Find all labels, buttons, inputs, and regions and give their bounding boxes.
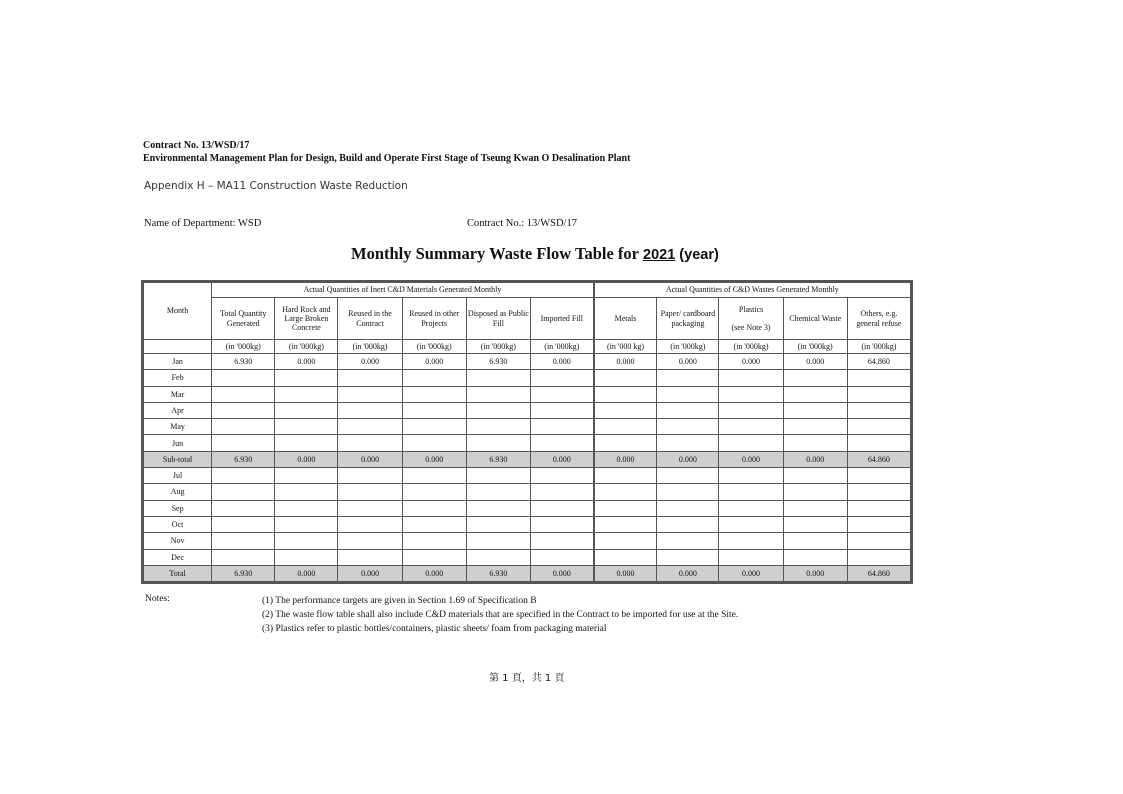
- col-plastics-label: Plastics: [738, 304, 764, 314]
- col-metals: Metals: [594, 298, 657, 340]
- value-cell: [338, 435, 402, 451]
- value-cell: 0.000: [402, 354, 466, 370]
- value-cell: 0.000: [719, 565, 783, 581]
- value-cell: [719, 516, 783, 532]
- value-cell: 0.000: [783, 451, 847, 467]
- value-cell: [338, 419, 402, 435]
- value-cell: 0.000: [783, 354, 847, 370]
- value-cell: [657, 533, 719, 549]
- value-cell: 0.000: [657, 354, 719, 370]
- value-cell: [847, 500, 910, 516]
- col-reused-other: Reused in other Projects: [402, 298, 466, 340]
- month-cell: Dec: [144, 549, 212, 565]
- value-cell: [594, 386, 657, 402]
- value-cell: [402, 402, 466, 418]
- table-row: [144, 386, 911, 402]
- value-cell: [466, 402, 530, 418]
- col-imported-fill: Imported Fill: [530, 298, 593, 340]
- unit-cell: (in '000kg): [212, 340, 275, 354]
- value-cell: 0.000: [402, 451, 466, 467]
- table-title-text: Monthly Summary Waste Flow Table for: [351, 244, 640, 263]
- value-cell: [847, 516, 910, 532]
- table-row: [144, 500, 911, 516]
- value-cell: [212, 549, 275, 565]
- group-header-row: [144, 283, 911, 298]
- value-cell: [338, 516, 402, 532]
- value-cell: [594, 484, 657, 500]
- col-chemical: Chemical Waste: [783, 298, 847, 340]
- value-cell: [212, 435, 275, 451]
- value-cell: [719, 500, 783, 516]
- value-cell: [847, 402, 910, 418]
- value-cell: [594, 435, 657, 451]
- value-cell: [847, 386, 910, 402]
- value-cell: 0.000: [275, 451, 338, 467]
- value-cell: 0.000: [402, 565, 466, 581]
- value-cell: [466, 549, 530, 565]
- col-plastics-note: (see Note 3): [731, 323, 771, 332]
- value-cell: 64.860: [847, 565, 910, 581]
- value-cell: [402, 549, 466, 565]
- unit-cell: (in '000kg): [338, 340, 402, 354]
- value-cell: 6.930: [466, 565, 530, 581]
- value-cell: [212, 386, 275, 402]
- month-cell: Aug: [144, 484, 212, 500]
- value-cell: [783, 500, 847, 516]
- value-cell: [530, 500, 593, 516]
- value-cell: [466, 386, 530, 402]
- value-cell: 0.000: [275, 565, 338, 581]
- value-cell: [783, 370, 847, 386]
- value-cell: [719, 533, 783, 549]
- value-cell: [275, 402, 338, 418]
- value-cell: [657, 549, 719, 565]
- value-cell: [402, 370, 466, 386]
- unit-cell: (in '000kg): [719, 340, 783, 354]
- value-cell: [275, 468, 338, 484]
- col-public-fill: Disposed as Public Fill: [466, 298, 530, 340]
- waste-flow-table: [143, 282, 911, 582]
- col-paper: Paper/ cardboard packaging: [657, 298, 719, 340]
- units-row: [144, 340, 911, 354]
- value-cell: [719, 419, 783, 435]
- contract-number: Contract No.: 13/WSD/17: [467, 218, 577, 229]
- unit-cell: (in '000kg): [657, 340, 719, 354]
- appendix-line: Appendix H – MA11 Construction Waste Reduction: [144, 180, 408, 192]
- value-cell: [338, 549, 402, 565]
- value-cell: [594, 533, 657, 549]
- value-cell: [402, 484, 466, 500]
- value-cell: 6.930: [212, 565, 275, 581]
- value-cell: [847, 370, 910, 386]
- month-cell: Oct: [144, 516, 212, 532]
- value-cell: 0.000: [530, 451, 593, 467]
- value-cell: 6.930: [212, 354, 275, 370]
- value-cell: [212, 468, 275, 484]
- value-cell: [338, 500, 402, 516]
- value-cell: [212, 370, 275, 386]
- value-cell: [338, 370, 402, 386]
- value-cell: [719, 402, 783, 418]
- value-cell: 0.000: [719, 451, 783, 467]
- value-cell: [657, 419, 719, 435]
- value-cell: [275, 516, 338, 532]
- value-cell: [594, 402, 657, 418]
- department-name: Name of Department: WSD: [144, 218, 262, 229]
- notes-list: [262, 594, 738, 636]
- value-cell: [530, 435, 593, 451]
- group-inert-header: Actual Quantities of Inert C&D Materials Generated Monthly: [212, 283, 594, 298]
- value-cell: [212, 402, 275, 418]
- value-cell: [847, 549, 910, 565]
- value-cell: [530, 402, 593, 418]
- month-cell: Total: [144, 565, 212, 581]
- value-cell: [530, 549, 593, 565]
- value-cell: 6.930: [466, 354, 530, 370]
- value-cell: [657, 516, 719, 532]
- value-cell: [530, 386, 593, 402]
- value-cell: [402, 468, 466, 484]
- month-cell: Nov: [144, 533, 212, 549]
- value-cell: [847, 419, 910, 435]
- value-cell: [212, 516, 275, 532]
- table-title-year: [643, 247, 719, 263]
- value-cell: 0.000: [657, 565, 719, 581]
- table-row: [144, 549, 911, 565]
- value-cell: [719, 386, 783, 402]
- value-cell: [594, 468, 657, 484]
- note-item: (1) The performance targets are given in Section 1.69 of Specification B: [262, 596, 537, 606]
- value-cell: [783, 516, 847, 532]
- value-cell: [466, 419, 530, 435]
- value-cell: [783, 468, 847, 484]
- value-cell: [657, 386, 719, 402]
- month-cell: Sub-total: [144, 451, 212, 467]
- value-cell: [466, 500, 530, 516]
- value-cell: [402, 516, 466, 532]
- value-cell: [847, 484, 910, 500]
- group-cd-header: Actual Quantities of C&D Wastes Generated Monthly: [594, 283, 911, 298]
- value-cell: 64.860: [847, 451, 910, 467]
- value-cell: 0.000: [657, 451, 719, 467]
- value-cell: 6.930: [466, 451, 530, 467]
- value-cell: [466, 435, 530, 451]
- unit-cell: (in '000kg): [847, 340, 910, 354]
- value-cell: [338, 402, 402, 418]
- year-value: 2021: [643, 247, 676, 263]
- value-cell: [275, 500, 338, 516]
- col-reused-contract: Reused in the Contract: [338, 298, 402, 340]
- value-cell: [594, 419, 657, 435]
- page-number: 第 1 頁，共 1 頁: [489, 673, 565, 684]
- table-row: [144, 419, 911, 435]
- plan-title-line: Environmental Management Plan for Design, Build and Operate First Stage of Tseung Kwan O Desalination Plant: [143, 153, 631, 164]
- unit-cell: (in '000kg): [402, 340, 466, 354]
- summary-row: [144, 451, 911, 467]
- month-cell: Mar: [144, 386, 212, 402]
- value-cell: [466, 484, 530, 500]
- value-cell: [783, 484, 847, 500]
- table-row: [144, 484, 911, 500]
- value-cell: [594, 370, 657, 386]
- unit-cell: (in '000kg): [275, 340, 338, 354]
- value-cell: [657, 435, 719, 451]
- value-cell: 0.000: [530, 565, 593, 581]
- value-cell: 0.000: [594, 451, 657, 467]
- value-cell: [466, 533, 530, 549]
- value-cell: [402, 435, 466, 451]
- value-cell: [402, 500, 466, 516]
- col-others: Others, e.g. general refuse: [847, 298, 910, 340]
- table-row: [144, 516, 911, 532]
- value-cell: [783, 386, 847, 402]
- value-cell: [275, 419, 338, 435]
- month-cell: Sep: [144, 500, 212, 516]
- value-cell: 6.930: [212, 451, 275, 467]
- value-cell: [719, 370, 783, 386]
- units-month-cell: [144, 340, 212, 354]
- value-cell: [783, 533, 847, 549]
- contract-line: Contract No. 13/WSD/17: [143, 140, 250, 151]
- value-cell: [657, 500, 719, 516]
- value-cell: [275, 370, 338, 386]
- value-cell: [847, 533, 910, 549]
- note-item: (3) Plastics refer to plastic bottles/containers, plastic sheets/ foam from packaging material: [262, 624, 607, 634]
- col-plastics: [719, 298, 783, 340]
- value-cell: [719, 468, 783, 484]
- value-cell: [530, 468, 593, 484]
- value-cell: [338, 386, 402, 402]
- value-cell: [530, 484, 593, 500]
- value-cell: [338, 468, 402, 484]
- value-cell: [212, 500, 275, 516]
- value-cell: 64.860: [847, 354, 910, 370]
- value-cell: [466, 370, 530, 386]
- value-cell: 0.000: [783, 565, 847, 581]
- value-cell: [212, 419, 275, 435]
- value-cell: 0.000: [338, 451, 402, 467]
- month-cell: May: [144, 419, 212, 435]
- value-cell: [783, 435, 847, 451]
- value-cell: [466, 516, 530, 532]
- value-cell: [275, 533, 338, 549]
- value-cell: [657, 484, 719, 500]
- month-cell: Feb: [144, 370, 212, 386]
- value-cell: [783, 549, 847, 565]
- value-cell: [783, 419, 847, 435]
- value-cell: [719, 549, 783, 565]
- value-cell: [530, 419, 593, 435]
- value-cell: [338, 533, 402, 549]
- value-cell: [530, 533, 593, 549]
- unit-cell: (in '000kg): [466, 340, 530, 354]
- value-cell: 0.000: [719, 354, 783, 370]
- value-cell: [847, 435, 910, 451]
- value-cell: [402, 533, 466, 549]
- summary-row: [144, 565, 911, 581]
- year-suffix: (year): [675, 247, 719, 263]
- value-cell: [466, 468, 530, 484]
- value-cell: 0.000: [338, 565, 402, 581]
- value-cell: 0.000: [338, 354, 402, 370]
- value-cell: [657, 402, 719, 418]
- month-cell: Jul: [144, 468, 212, 484]
- value-cell: [657, 468, 719, 484]
- month-header: Month: [144, 283, 212, 340]
- unit-cell: (in '000 kg): [594, 340, 657, 354]
- value-cell: 0.000: [594, 565, 657, 581]
- table-row: [144, 370, 911, 386]
- value-cell: [530, 516, 593, 532]
- value-cell: [719, 435, 783, 451]
- value-cell: [594, 500, 657, 516]
- month-cell: Apr: [144, 402, 212, 418]
- value-cell: [847, 468, 910, 484]
- table-row: [144, 354, 911, 370]
- value-cell: [783, 402, 847, 418]
- value-cell: [275, 386, 338, 402]
- value-cell: [338, 484, 402, 500]
- value-cell: 0.000: [530, 354, 593, 370]
- unit-cell: (in '000kg): [783, 340, 847, 354]
- value-cell: 0.000: [275, 354, 338, 370]
- value-cell: [719, 484, 783, 500]
- value-cell: [402, 386, 466, 402]
- column-header-row: [144, 298, 911, 340]
- table-row: [144, 435, 911, 451]
- value-cell: [275, 484, 338, 500]
- month-cell: Jun: [144, 435, 212, 451]
- month-cell: Jan: [144, 354, 212, 370]
- col-hard-rock: Hard Rock and Large Broken Concrete: [275, 298, 338, 340]
- table-row: [144, 468, 911, 484]
- note-item: (2) The waste flow table shall also include C&D materials that are specified in the Contract to be imported for use at the Site.: [262, 610, 739, 620]
- value-cell: [212, 484, 275, 500]
- col-total-quantity: Total Quantity Generated: [212, 298, 275, 340]
- table-title: [351, 244, 719, 264]
- unit-cell: (in '000kg): [530, 340, 593, 354]
- value-cell: [402, 419, 466, 435]
- table-row: [144, 533, 911, 549]
- value-cell: [530, 370, 593, 386]
- value-cell: [594, 549, 657, 565]
- value-cell: [657, 370, 719, 386]
- value-cell: [275, 549, 338, 565]
- notes-label: Notes:: [145, 594, 170, 604]
- value-cell: [594, 516, 657, 532]
- table-row: [144, 402, 911, 418]
- value-cell: [275, 435, 338, 451]
- value-cell: [212, 533, 275, 549]
- value-cell: 0.000: [594, 354, 657, 370]
